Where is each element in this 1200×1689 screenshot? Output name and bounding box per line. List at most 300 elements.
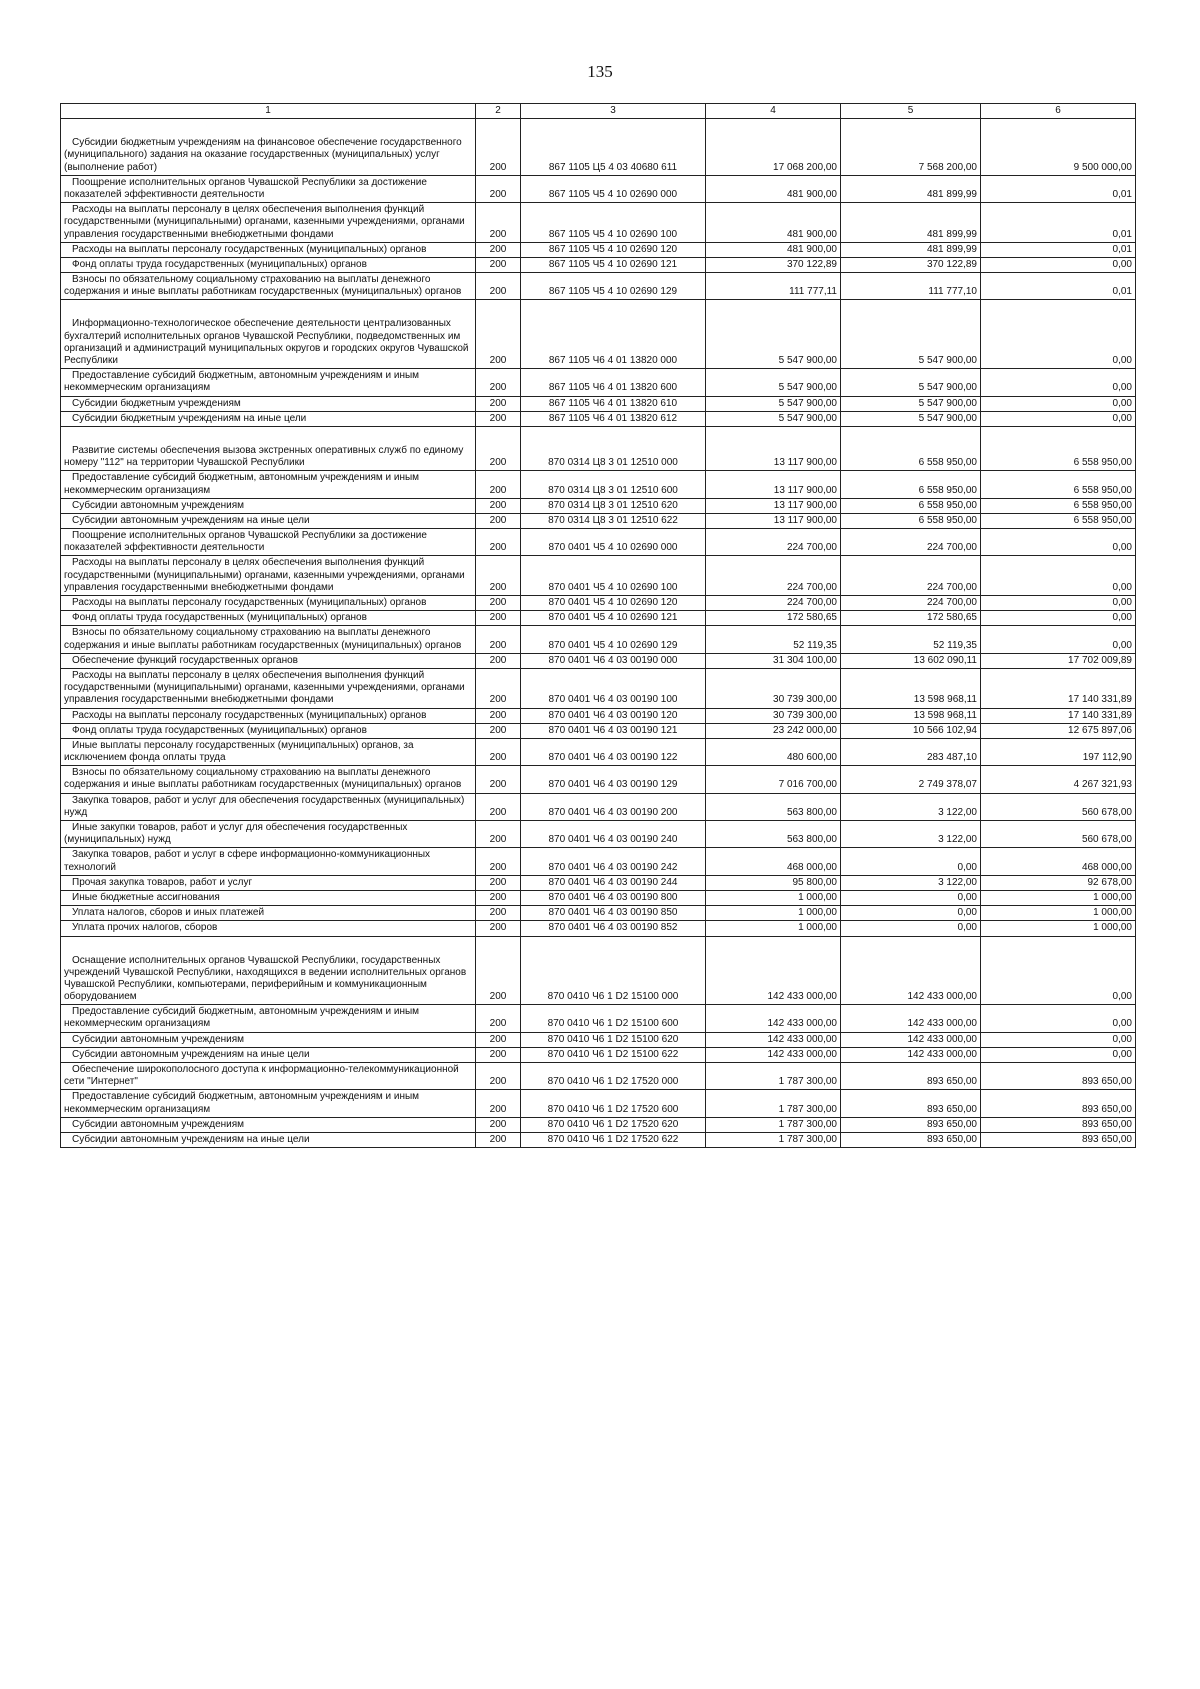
row-code-cell: 200: [476, 821, 521, 848]
row-code-cell: 200: [476, 848, 521, 875]
row-name-text: Иные выплаты персоналу государственных (муниципальных) органов, за исключением фонда оплаты труда: [64, 739, 414, 764]
row-assigned-amount-cell: 172 580,65: [706, 611, 841, 626]
row-assigned-amount-cell: 13 117 900,00: [706, 498, 841, 513]
row-code-cell: 200: [476, 1047, 521, 1062]
row-unexecuted-amount-cell: 6 558 950,00: [981, 471, 1136, 498]
row-name-cell: [61, 1005, 476, 1032]
row-classification-code-cell: 870 0401 Ч5 4 10 02690 121: [521, 611, 706, 626]
row-name-cell: [61, 708, 476, 723]
row-name-cell: [61, 556, 476, 596]
row-code-cell: 200: [476, 175, 521, 202]
row-assigned-amount-cell: 142 433 000,00: [706, 1047, 841, 1062]
row-unexecuted-amount-cell: 0,00: [981, 1005, 1136, 1032]
row-classification-code-cell: 870 0410 Ч6 1 D2 17520 000: [521, 1063, 706, 1090]
row-classification-code-cell: 870 0401 Ч6 4 03 00190 120: [521, 708, 706, 723]
row-name-text: Поощрение исполнительных органов Чувашской Республики за достижение показателей эффективности деятельности: [64, 530, 427, 554]
table-row: [61, 723, 1136, 738]
row-assigned-amount-cell: 563 800,00: [706, 821, 841, 848]
row-name-text: Иные закупки товаров, работ и услуг для обеспечения государственных (муниципальных) нужд: [64, 822, 408, 846]
row-classification-code-cell: 870 0401 Ч6 4 03 00190 122: [521, 738, 706, 765]
row-executed-amount-cell: 0,00: [841, 848, 981, 875]
row-classification-code-cell: 870 0410 Ч6 1 D2 15100 000: [521, 936, 706, 1005]
row-code-cell: 200: [476, 498, 521, 513]
row-unexecuted-amount-cell: 0,00: [981, 1047, 1136, 1062]
row-name-cell: [61, 906, 476, 921]
table-row: [61, 203, 1136, 243]
row-unexecuted-amount-cell: 0,00: [981, 596, 1136, 611]
row-name-cell: [61, 766, 476, 793]
row-executed-amount-cell: 3 122,00: [841, 793, 981, 820]
table-row: [61, 426, 1136, 470]
row-executed-amount-cell: 224 700,00: [841, 529, 981, 556]
row-classification-code-cell: 870 0314 Ц8 3 01 12510 000: [521, 426, 706, 470]
row-assigned-amount-cell: 13 117 900,00: [706, 426, 841, 470]
row-code-cell: 200: [476, 611, 521, 626]
row-name-text: Оснащение исполнительных органов Чувашской Республики, государственных учреждений Чувашской Республики, находящихся в ведении исполнительных органов Чувашской Республики, компьютерами, периферийным и коммуникационным оборудованием: [64, 954, 467, 1003]
row-name-cell: [61, 411, 476, 426]
row-classification-code-cell: 867 1105 Ч5 4 10 02690 121: [521, 257, 706, 272]
row-name-text: Взносы по обязательному социальному страхованию на выплаты денежного содержания и иные выплаты работникам государственных (муниципальных) органов: [64, 627, 462, 651]
row-assigned-amount-cell: 563 800,00: [706, 793, 841, 820]
table-row: [61, 936, 1136, 1005]
row-name-text: Предоставление субсидий бюджетным, автономным учреждениям и иным некоммерческим организациям: [64, 1091, 420, 1115]
row-name-cell: [61, 426, 476, 470]
row-name-cell: [61, 1117, 476, 1132]
row-classification-code-cell: 867 1105 Ч5 4 10 02690 100: [521, 203, 706, 243]
row-name-text: Предоставление субсидий бюджетным, автономным учреждениям и иным некоммерческим организациям: [64, 370, 420, 394]
row-executed-amount-cell: 13 598 968,11: [841, 708, 981, 723]
row-unexecuted-amount-cell: 0,00: [981, 611, 1136, 626]
row-name-text: Субсидии автономным учреждениям: [72, 1033, 245, 1045]
table-row: [61, 396, 1136, 411]
row-name-text: Расходы на выплаты персоналу в целях обеспечения выполнения функций государственными (муниципальными) органами, казенными учреждениями, органами управления государственными внебюджетными фондами: [64, 557, 465, 593]
row-name-cell: [61, 175, 476, 202]
table-row: [61, 653, 1136, 668]
row-assigned-amount-cell: 13 117 900,00: [706, 513, 841, 528]
row-code-cell: 200: [476, 396, 521, 411]
row-classification-code-cell: 870 0401 Ч5 4 10 02690 120: [521, 596, 706, 611]
row-classification-code-cell: 870 0401 Ч5 4 10 02690 000: [521, 529, 706, 556]
row-unexecuted-amount-cell: 17 140 331,89: [981, 708, 1136, 723]
table-row: [61, 242, 1136, 257]
row-unexecuted-amount-cell: 0,00: [981, 257, 1136, 272]
column-header-6: 6: [981, 104, 1136, 119]
table-row: [61, 596, 1136, 611]
row-executed-amount-cell: 111 777,10: [841, 273, 981, 300]
row-classification-code-cell: 870 0401 Ч6 4 03 00190 121: [521, 723, 706, 738]
row-code-cell: 200: [476, 596, 521, 611]
table-row: [61, 119, 1136, 176]
row-code-cell: 200: [476, 1132, 521, 1147]
column-header-4: 4: [706, 104, 841, 119]
row-executed-amount-cell: 172 580,65: [841, 611, 981, 626]
row-code-cell: 200: [476, 273, 521, 300]
row-executed-amount-cell: 0,00: [841, 921, 981, 936]
table-row: [61, 411, 1136, 426]
row-code-cell: 200: [476, 203, 521, 243]
row-name-cell: [61, 793, 476, 820]
row-name-text: Расходы на выплаты персоналу в целях обеспечения выполнения функций государственными (муниципальными) органами, казенными учреждениями, органами управления государственными внебюджетными фондами: [64, 669, 465, 706]
table-row: [61, 1005, 1136, 1032]
row-code-cell: 200: [476, 906, 521, 921]
row-executed-amount-cell: 7 568 200,00: [841, 119, 981, 176]
row-assigned-amount-cell: 142 433 000,00: [706, 1032, 841, 1047]
row-executed-amount-cell: 10 566 102,94: [841, 723, 981, 738]
row-executed-amount-cell: 6 558 950,00: [841, 513, 981, 528]
row-name-text: Развитие системы обеспечения вызова экстренных оперативных служб по единому номеру "112" на территории Чувашской Республики: [64, 444, 464, 469]
table-row: [61, 875, 1136, 890]
row-executed-amount-cell: 893 650,00: [841, 1132, 981, 1147]
row-name-cell: [61, 498, 476, 513]
row-code-cell: 200: [476, 242, 521, 257]
row-code-cell: 200: [476, 653, 521, 668]
row-assigned-amount-cell: 224 700,00: [706, 596, 841, 611]
row-name-text: Предоставление субсидий бюджетным, автономным учреждениям и иным некоммерческим организациям: [64, 1006, 420, 1030]
row-name-cell: [61, 821, 476, 848]
row-code-cell: 200: [476, 1005, 521, 1032]
row-name-text: Расходы на выплаты персоналу государственных (муниципальных) органов: [72, 709, 427, 721]
row-assigned-amount-cell: 1 000,00: [706, 890, 841, 905]
table-row: [61, 766, 1136, 793]
table-row: [61, 611, 1136, 626]
row-classification-code-cell: 870 0401 Ч6 4 03 00190 200: [521, 793, 706, 820]
table-row: [61, 793, 1136, 820]
row-classification-code-cell: 870 0401 Ч6 4 03 00190 800: [521, 890, 706, 905]
row-name-cell: [61, 875, 476, 890]
row-name-text: Предоставление субсидий бюджетным, автономным учреждениям и иным некоммерческим организациям: [64, 472, 420, 496]
row-name-cell: [61, 273, 476, 300]
table-row: [61, 529, 1136, 556]
row-assigned-amount-cell: 30 739 300,00: [706, 708, 841, 723]
row-executed-amount-cell: 481 899,99: [841, 242, 981, 257]
row-name-text: Расходы на выплаты персоналу государственных (муниципальных) органов: [72, 243, 427, 255]
row-name-text: Взносы по обязательному социальному страхованию на выплаты денежного содержания и иные выплаты работникам государственных (муниципальных) органов: [64, 274, 462, 298]
row-name-cell: [61, 653, 476, 668]
row-classification-code-cell: 870 0401 Ч5 4 10 02690 129: [521, 626, 706, 653]
row-executed-amount-cell: 2 749 378,07: [841, 766, 981, 793]
row-code-cell: 200: [476, 471, 521, 498]
row-unexecuted-amount-cell: 0,01: [981, 273, 1136, 300]
row-unexecuted-amount-cell: 197 112,90: [981, 738, 1136, 765]
row-executed-amount-cell: 224 700,00: [841, 556, 981, 596]
row-executed-amount-cell: 893 650,00: [841, 1063, 981, 1090]
row-classification-code-cell: 870 0401 Ч6 4 03 00190 850: [521, 906, 706, 921]
row-code-cell: 200: [476, 738, 521, 765]
table-header: [61, 104, 1136, 119]
row-executed-amount-cell: 5 547 900,00: [841, 369, 981, 396]
table-row: [61, 273, 1136, 300]
row-unexecuted-amount-cell: 6 558 950,00: [981, 498, 1136, 513]
row-classification-code-cell: 870 0410 Ч6 1 D2 15100 600: [521, 1005, 706, 1032]
row-unexecuted-amount-cell: 12 675 897,06: [981, 723, 1136, 738]
table-row: [61, 821, 1136, 848]
row-name-text: Фонд оплаты труда государственных (муниципальных) органов: [72, 724, 367, 736]
table-row: [61, 471, 1136, 498]
row-assigned-amount-cell: 5 547 900,00: [706, 411, 841, 426]
row-unexecuted-amount-cell: 6 558 950,00: [981, 426, 1136, 470]
row-name-text: Фонд оплаты труда государственных (муниципальных) органов: [72, 258, 367, 270]
row-name-text: Расходы на выплаты персоналу государственных (муниципальных) органов: [72, 597, 427, 608]
row-assigned-amount-cell: 13 117 900,00: [706, 471, 841, 498]
row-name-cell: [61, 119, 476, 176]
row-code-cell: 200: [476, 119, 521, 176]
row-assigned-amount-cell: 481 900,00: [706, 203, 841, 243]
row-executed-amount-cell: 13 602 090,11: [841, 653, 981, 668]
row-unexecuted-amount-cell: 92 678,00: [981, 875, 1136, 890]
row-code-cell: 200: [476, 921, 521, 936]
row-assigned-amount-cell: 31 304 100,00: [706, 653, 841, 668]
table-row: [61, 556, 1136, 596]
row-executed-amount-cell: 370 122,89: [841, 257, 981, 272]
table-row: [61, 921, 1136, 936]
row-classification-code-cell: 870 0401 Ч6 4 03 00190 240: [521, 821, 706, 848]
row-unexecuted-amount-cell: 17 702 009,89: [981, 653, 1136, 668]
row-name-cell: [61, 1047, 476, 1062]
row-name-cell: [61, 1063, 476, 1090]
row-executed-amount-cell: 52 119,35: [841, 626, 981, 653]
row-name-text: Субсидии автономным учреждениям: [72, 499, 245, 511]
table-row: [61, 175, 1136, 202]
row-assigned-amount-cell: 52 119,35: [706, 626, 841, 653]
row-unexecuted-amount-cell: 468 000,00: [981, 848, 1136, 875]
row-executed-amount-cell: 3 122,00: [841, 875, 981, 890]
column-header-5: 5: [841, 104, 981, 119]
row-executed-amount-cell: 893 650,00: [841, 1090, 981, 1117]
row-name-text: Уплата прочих налогов, сборов: [72, 922, 218, 934]
row-name-cell: [61, 1032, 476, 1047]
row-executed-amount-cell: 481 899,99: [841, 203, 981, 243]
row-assigned-amount-cell: 370 122,89: [706, 257, 841, 272]
row-unexecuted-amount-cell: 0,00: [981, 411, 1136, 426]
page-number: 135: [587, 62, 613, 81]
row-unexecuted-amount-cell: 893 650,00: [981, 1117, 1136, 1132]
row-name-cell: [61, 529, 476, 556]
row-unexecuted-amount-cell: 6 558 950,00: [981, 513, 1136, 528]
row-classification-code-cell: 867 1105 Ч5 4 10 02690 120: [521, 242, 706, 257]
row-classification-code-cell: 867 1105 Ч5 4 10 02690 129: [521, 273, 706, 300]
table-row: [61, 257, 1136, 272]
row-executed-amount-cell: 893 650,00: [841, 1117, 981, 1132]
row-name-text: Фонд оплаты труда государственных (муниципальных) органов: [72, 612, 367, 624]
row-code-cell: 200: [476, 411, 521, 426]
row-name-text: Субсидии автономным учреждениям на иные цели: [72, 1048, 310, 1060]
table-row: [61, 300, 1136, 369]
row-name-cell: [61, 936, 476, 1005]
row-unexecuted-amount-cell: 893 650,00: [981, 1063, 1136, 1090]
row-executed-amount-cell: 142 433 000,00: [841, 1005, 981, 1032]
row-unexecuted-amount-cell: 893 650,00: [981, 1132, 1136, 1147]
row-classification-code-cell: 870 0410 Ч6 1 D2 17520 600: [521, 1090, 706, 1117]
row-name-cell: [61, 471, 476, 498]
row-name-text: Иные бюджетные ассигнования: [72, 891, 220, 903]
row-assigned-amount-cell: 5 547 900,00: [706, 300, 841, 369]
row-code-cell: 200: [476, 890, 521, 905]
row-assigned-amount-cell: 17 068 200,00: [706, 119, 841, 176]
row-assigned-amount-cell: 480 600,00: [706, 738, 841, 765]
budget-execution-table: [60, 103, 1136, 1148]
table-row: [61, 1090, 1136, 1117]
row-code-cell: 200: [476, 626, 521, 653]
row-name-text: Поощрение исполнительных органов Чувашской Республики за достижение показателей эффективности деятельности: [64, 176, 427, 200]
row-executed-amount-cell: 5 547 900,00: [841, 411, 981, 426]
row-name-cell: [61, 242, 476, 257]
row-name-cell: [61, 723, 476, 738]
row-executed-amount-cell: 6 558 950,00: [841, 426, 981, 470]
row-code-cell: 200: [476, 793, 521, 820]
table-row: [61, 513, 1136, 528]
row-unexecuted-amount-cell: 0,00: [981, 369, 1136, 396]
row-unexecuted-amount-cell: 0,00: [981, 556, 1136, 596]
row-assigned-amount-cell: 1 000,00: [706, 906, 841, 921]
table-row: [61, 668, 1136, 708]
row-classification-code-cell: 870 0314 Ц8 3 01 12510 620: [521, 498, 706, 513]
row-name-text: Субсидии автономным учреждениям: [72, 1118, 245, 1130]
row-name-cell: [61, 300, 476, 369]
row-executed-amount-cell: 6 558 950,00: [841, 498, 981, 513]
row-name-cell: [61, 890, 476, 905]
row-name-text: Обеспечение функций государственных органов: [72, 654, 298, 666]
row-code-cell: 200: [476, 529, 521, 556]
row-name-cell: [61, 1132, 476, 1147]
row-assigned-amount-cell: 1 787 300,00: [706, 1117, 841, 1132]
row-executed-amount-cell: 13 598 968,11: [841, 668, 981, 708]
row-code-cell: 200: [476, 766, 521, 793]
table-row: [61, 1132, 1136, 1147]
row-executed-amount-cell: 0,00: [841, 890, 981, 905]
row-classification-code-cell: 867 1105 Ч5 4 10 02690 000: [521, 175, 706, 202]
row-unexecuted-amount-cell: 17 140 331,89: [981, 668, 1136, 708]
row-assigned-amount-cell: 481 900,00: [706, 175, 841, 202]
row-unexecuted-amount-cell: 893 650,00: [981, 1090, 1136, 1117]
row-assigned-amount-cell: 468 000,00: [706, 848, 841, 875]
row-executed-amount-cell: 5 547 900,00: [841, 396, 981, 411]
row-unexecuted-amount-cell: 0,01: [981, 203, 1136, 243]
row-classification-code-cell: 870 0401 Ч5 4 10 02690 100: [521, 556, 706, 596]
row-assigned-amount-cell: 7 016 700,00: [706, 766, 841, 793]
row-name-cell: [61, 921, 476, 936]
row-code-cell: 200: [476, 875, 521, 890]
row-classification-code-cell: 870 0401 Ч6 4 03 00190 000: [521, 653, 706, 668]
column-header-1: 1: [61, 104, 476, 119]
row-classification-code-cell: 870 0410 Ч6 1 D2 17520 620: [521, 1117, 706, 1132]
row-unexecuted-amount-cell: 0,00: [981, 626, 1136, 653]
row-executed-amount-cell: 142 433 000,00: [841, 1047, 981, 1062]
column-header-2: 2: [476, 104, 521, 119]
row-executed-amount-cell: 283 487,10: [841, 738, 981, 765]
row-unexecuted-amount-cell: 4 267 321,93: [981, 766, 1136, 793]
table-row: [61, 498, 1136, 513]
row-executed-amount-cell: 224 700,00: [841, 596, 981, 611]
row-assigned-amount-cell: 23 242 000,00: [706, 723, 841, 738]
row-code-cell: 200: [476, 369, 521, 396]
row-executed-amount-cell: 6 558 950,00: [841, 471, 981, 498]
row-name-cell: [61, 668, 476, 708]
row-name-text: Закупка товаров, работ и услуг для обеспечения государственных (муниципальных) нужд: [64, 794, 465, 818]
row-name-text: Субсидии автономным учреждениям на иные цели: [72, 1133, 310, 1145]
row-name-cell: [61, 738, 476, 765]
table-row: [61, 708, 1136, 723]
table-row: [61, 1117, 1136, 1132]
row-classification-code-cell: 870 0401 Ч6 4 03 00190 852: [521, 921, 706, 936]
row-classification-code-cell: 867 1105 Ч6 4 01 13820 000: [521, 300, 706, 369]
row-name-text: Субсидии бюджетным учреждениям на финансовое обеспечение государственного (муниципального) задания на оказание государственных (муниципальных) услуг (выполнение работ): [64, 137, 462, 173]
row-name-text: Обеспечение широкополосного доступа к информационно-телекоммуникационной сети "Интернет": [64, 1064, 459, 1088]
row-code-cell: 200: [476, 1090, 521, 1117]
row-assigned-amount-cell: 142 433 000,00: [706, 936, 841, 1005]
row-classification-code-cell: 870 0314 Ц8 3 01 12510 600: [521, 471, 706, 498]
row-executed-amount-cell: 3 122,00: [841, 821, 981, 848]
row-executed-amount-cell: 5 547 900,00: [841, 300, 981, 369]
row-assigned-amount-cell: 1 787 300,00: [706, 1132, 841, 1147]
row-classification-code-cell: 870 0410 Ч6 1 D2 15100 620: [521, 1032, 706, 1047]
row-name-text: Расходы на выплаты персоналу в целях обеспечения выполнения функций государственными (муниципальными) органами, казенными учреждениями, органами управления государственными внебюджетными фондами: [64, 204, 465, 240]
row-code-cell: 200: [476, 1063, 521, 1090]
row-name-cell: [61, 257, 476, 272]
row-assigned-amount-cell: 481 900,00: [706, 242, 841, 257]
table-body: [61, 119, 1136, 1148]
row-classification-code-cell: 870 0401 Ч6 4 03 00190 242: [521, 848, 706, 875]
row-assigned-amount-cell: 111 777,11: [706, 273, 841, 300]
row-code-cell: 200: [476, 257, 521, 272]
row-unexecuted-amount-cell: 1 000,00: [981, 921, 1136, 936]
row-code-cell: 200: [476, 668, 521, 708]
row-code-cell: 200: [476, 513, 521, 528]
row-unexecuted-amount-cell: 0,01: [981, 242, 1136, 257]
row-assigned-amount-cell: 142 433 000,00: [706, 1005, 841, 1032]
row-assigned-amount-cell: 224 700,00: [706, 529, 841, 556]
row-name-text: Субсидии автономным учреждениям на иные цели: [72, 514, 310, 526]
row-assigned-amount-cell: 224 700,00: [706, 556, 841, 596]
row-name-text: Субсидии бюджетным учреждениям на иные цели: [72, 412, 307, 424]
row-executed-amount-cell: 142 433 000,00: [841, 936, 981, 1005]
table-row: [61, 848, 1136, 875]
row-unexecuted-amount-cell: 0,00: [981, 529, 1136, 556]
row-name-cell: [61, 596, 476, 611]
row-name-text: Субсидии бюджетным учреждениям: [72, 397, 241, 409]
row-assigned-amount-cell: 5 547 900,00: [706, 396, 841, 411]
row-executed-amount-cell: 481 899,99: [841, 175, 981, 202]
row-classification-code-cell: 870 0410 Ч6 1 D2 15100 622: [521, 1047, 706, 1062]
column-header-3: 3: [521, 104, 706, 119]
row-unexecuted-amount-cell: 0,01: [981, 175, 1136, 202]
row-unexecuted-amount-cell: 560 678,00: [981, 821, 1136, 848]
row-classification-code-cell: 870 0401 Ч6 4 03 00190 100: [521, 668, 706, 708]
row-code-cell: 200: [476, 1032, 521, 1047]
row-name-text: Закупка товаров, работ и услуг в сфере информационно-коммуникационных технологий: [64, 849, 431, 873]
row-classification-code-cell: 870 0410 Ч6 1 D2 17520 622: [521, 1132, 706, 1147]
row-code-cell: 200: [476, 300, 521, 369]
row-code-cell: 200: [476, 426, 521, 470]
row-classification-code-cell: 870 0401 Ч6 4 03 00190 244: [521, 875, 706, 890]
row-unexecuted-amount-cell: 9 500 000,00: [981, 119, 1136, 176]
row-unexecuted-amount-cell: 0,00: [981, 396, 1136, 411]
table-row: [61, 626, 1136, 653]
row-name-cell: [61, 611, 476, 626]
row-assigned-amount-cell: 30 739 300,00: [706, 668, 841, 708]
table-row: [61, 890, 1136, 905]
row-name-text: Взносы по обязательному социальному страхованию на выплаты денежного содержания и иные выплаты работникам государственных (муниципальных) органов: [64, 767, 462, 791]
row-assigned-amount-cell: 1 000,00: [706, 921, 841, 936]
table-row: [61, 369, 1136, 396]
row-unexecuted-amount-cell: 560 678,00: [981, 793, 1136, 820]
row-classification-code-cell: 867 1105 Ц5 4 03 40680 611: [521, 119, 706, 176]
row-unexecuted-amount-cell: 1 000,00: [981, 890, 1136, 905]
row-unexecuted-amount-cell: 0,00: [981, 1032, 1136, 1047]
row-unexecuted-amount-cell: 0,00: [981, 936, 1136, 1005]
row-name-cell: [61, 1090, 476, 1117]
row-executed-amount-cell: 0,00: [841, 906, 981, 921]
row-unexecuted-amount-cell: 0,00: [981, 300, 1136, 369]
